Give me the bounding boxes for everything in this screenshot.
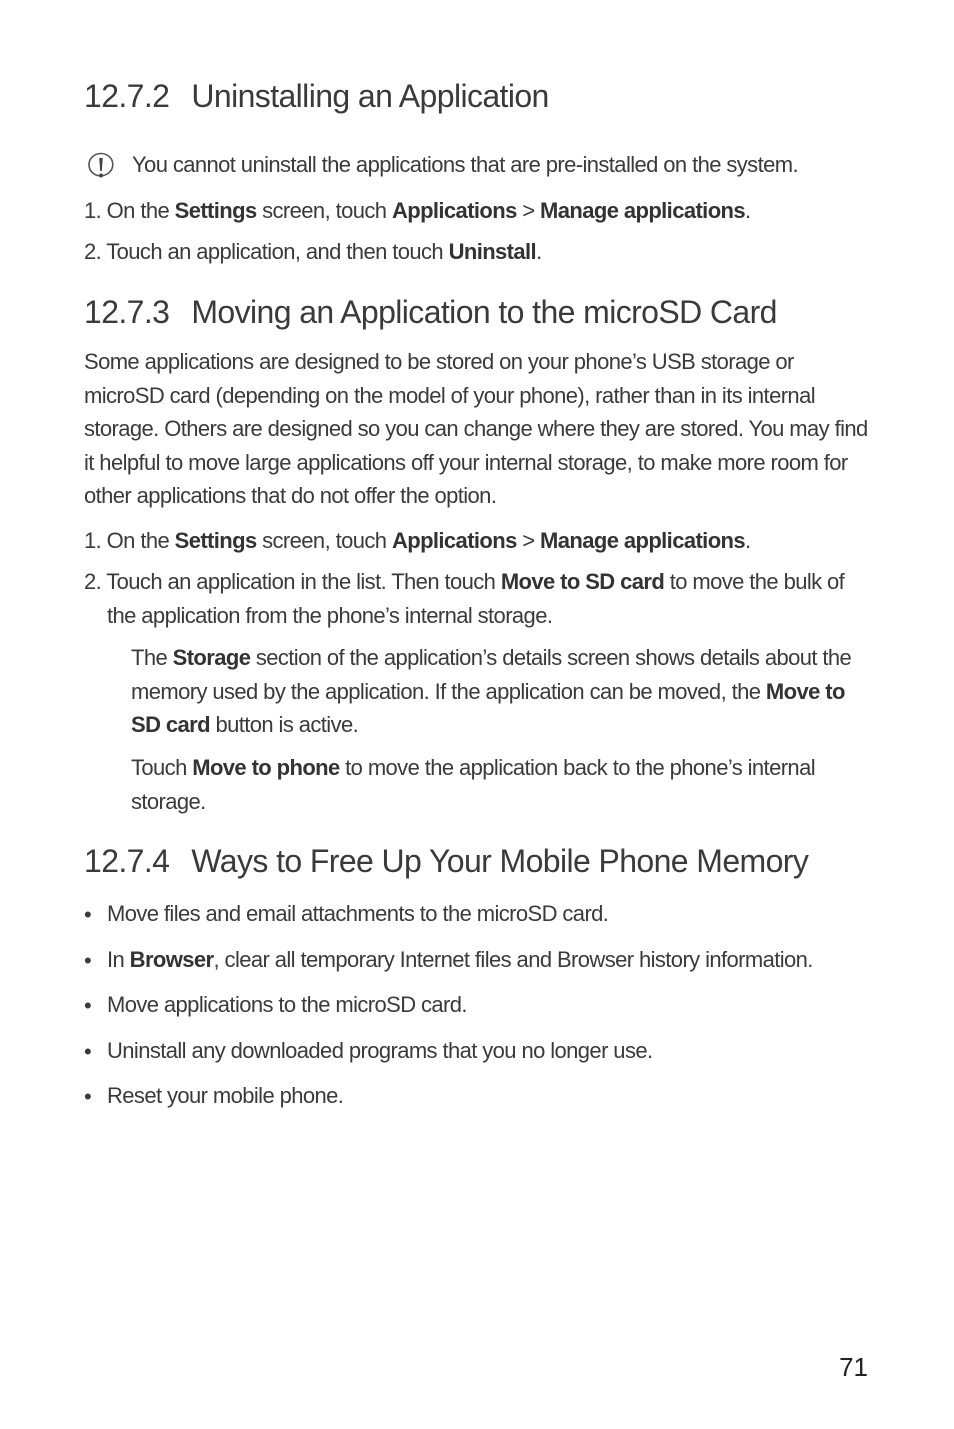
s1-step-2: 2. Touch an application, and then touch Uninstall. (84, 239, 542, 264)
s2-step-1: 1. On the Settings screen, touch Applications > Manage applications. (84, 528, 751, 553)
warning-note-icon (86, 151, 116, 181)
heading-uninstalling (84, 78, 549, 115)
bullet-item-1: Move files and email attachments to the microSD card. (107, 901, 609, 926)
heading-free-memory (84, 843, 808, 880)
heading-number: 12.7.2 (84, 78, 170, 114)
bullet-marker: • (84, 1084, 92, 1109)
bullet-marker: • (84, 993, 92, 1018)
s2-step-2: 2. Touch an application in the list. Then touch Move to SD card to move the bulk of (84, 569, 845, 594)
page-number: 71 (839, 1352, 868, 1382)
s2-storage-detail: The Storage section of the application’s details screen shows details about the memory used by the application. If the application can be moved, the Move to SD card button is active. (131, 645, 852, 737)
heading-number: 12.7.4 (84, 843, 170, 879)
bullet-marker: • (84, 1039, 92, 1064)
bullet-item-3: Move applications to the microSD card. (107, 992, 467, 1017)
bullet-item-2: In Browser, clear all temporary Internet files and Browser history information. (107, 947, 813, 972)
bullet-marker: • (84, 902, 92, 927)
s1-step-1: 1. On the Settings screen, touch Applications > Manage applications. (84, 198, 751, 223)
s2-intro-paragraph: Some applications are designed to be stored on your phone’s USB storage or microSD card (depending on the model of your phone), rather than in its internal storage. Others are designed so you can change where they are stored. You may find it helpful to move large applications off your internal storage, to make more room for other applications that do not offer the option. (84, 349, 868, 508)
heading-title: Uninstalling an Application (191, 78, 549, 114)
bullet-item-4: Uninstall any downloaded programs that you no longer use. (107, 1038, 653, 1063)
s2-move-to-phone-detail: Touch Move to phone to move the application back to the phone’s internal storage. (131, 755, 815, 814)
heading-moving-app (84, 294, 777, 331)
bullet-item-5: Reset your mobile phone. (107, 1083, 344, 1108)
note-text: You cannot uninstall the applications that are pre-installed on the system. (132, 152, 798, 177)
s2-step-2-continued: the application from the phone’s internal storage. (107, 603, 553, 628)
heading-title: Moving an Application to the microSD Card (191, 294, 777, 330)
bullet-marker: • (84, 948, 92, 973)
heading-title: Ways to Free Up Your Mobile Phone Memory (191, 843, 809, 879)
heading-number: 12.7.3 (84, 294, 170, 330)
